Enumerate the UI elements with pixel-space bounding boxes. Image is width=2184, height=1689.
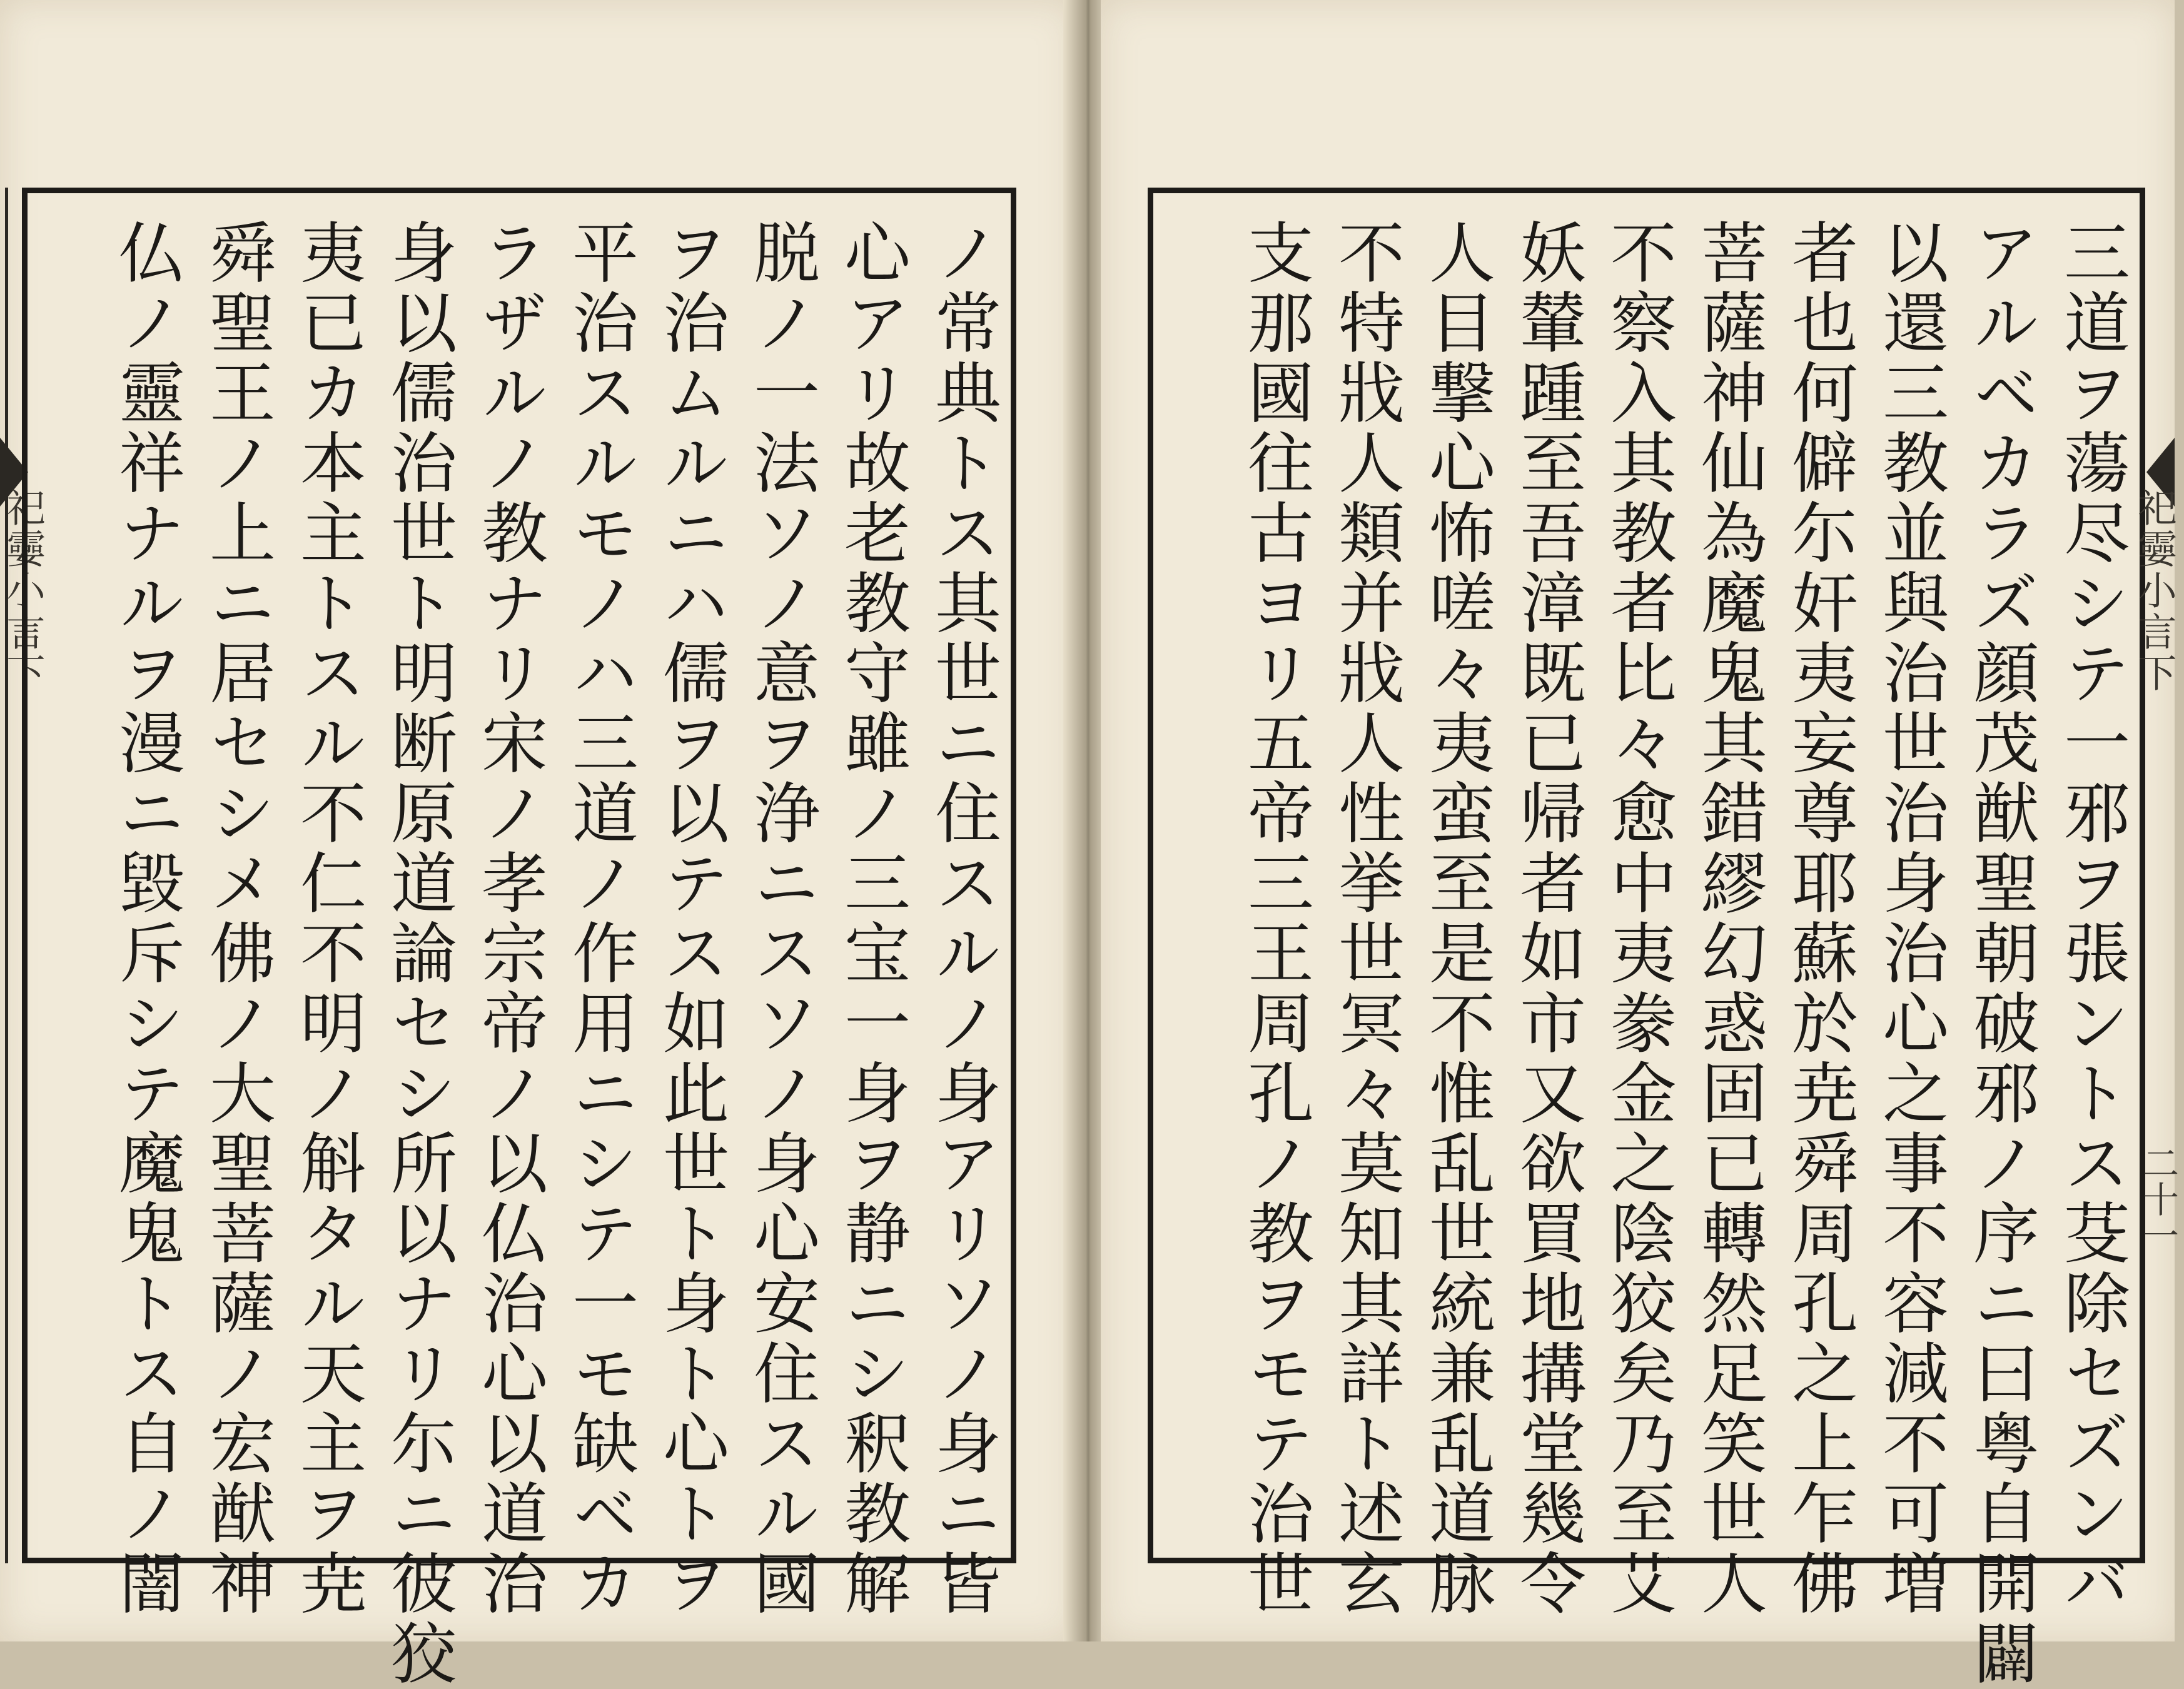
left-column-10: 仏ノ靈祥ナルヲ漫ニ毀斥シテ魔鬼トス自ノ闇 (108, 218, 185, 1619)
right-column-4: 者也何僻尓奸夷妄尊耶蘇於尭舜周孔之上乍佛 (1781, 218, 1858, 1619)
left-column-8: 夷已カ本主トスル不仁不明ノ斛タル天主ヲ尭 (290, 218, 367, 1619)
left-text-frame (22, 188, 1016, 1689)
left-column-6: ラザルノ教ナリ宋ノ孝宗帝ノ以仏治心以道治 (471, 218, 548, 1619)
right-side-title: 祀孁小言下 (2131, 488, 2177, 694)
left-page (0, 0, 1076, 1689)
left-column-9: 舜聖王ノ上ニ居セシメ佛ノ大聖菩薩ノ宏猷神 (199, 218, 276, 1619)
left-page-fore-edge (0, 188, 8, 1563)
folio-number: 二十一 (2136, 1144, 2179, 1253)
right-page (1101, 0, 2179, 1689)
right-column-5: 菩薩神仙為魔鬼其錯繆幻惑固已轉然足笑世人 (1691, 218, 1767, 1619)
left-column-3: 脱ノ一法ソノ意ヲ浄ニスソノ身心安住スル國 (743, 218, 820, 1619)
right-text-frame (1148, 188, 2145, 1689)
right-column-8: 人目撃心怖嗟々夷蛮至是不惟乱世統兼乱道脉 (1418, 218, 1495, 1619)
right-column-3: 以還三教並與治世治身治心之事不容減不可増 (1872, 218, 1949, 1619)
left-column-7: 身以儒治世ト明断原道論セシ所以ナリ尓ニ彼狡 (380, 218, 457, 1689)
right-column-2: アルベカラズ顔茂猷聖朝破邪ノ序ニ曰粤自開闢 (1963, 218, 2040, 1689)
left-column-2: 心アリ故老教守雖ノ三宝一身ヲ静ニシ釈教解 (834, 218, 911, 1619)
right-column-1: 三道ヲ蕩尽シテ一邪ヲ張ントス芟除セズンバ (2053, 218, 2130, 1619)
left-column-1: ノ常典トス其世ニ住スルノ身アリソノ身ニ皆 (924, 218, 1001, 1619)
left-column-4: ヲ治ムルニハ儒ヲ以テス如此世ト身ト心トヲ (652, 218, 729, 1619)
left-side-title: 祀孁小言下 (0, 488, 46, 694)
right-column-6: 不察入其教者比々愈中夷豢金之陰狡矣乃至艾 (1600, 218, 1677, 1619)
left-column-5: 平治スルモノハ三道ノ作用ニシテ一モ缺ベカ (562, 218, 639, 1619)
right-column-10: 支那國往古ヨリ五帝三王周孔ノ教ヲモテ治世 (1237, 218, 1314, 1619)
right-column-9: 不特戕人類并戕人性挙世冥々莫知其詳ト述玄 (1328, 218, 1405, 1619)
right-column-7: 妖輦踵至吾漳既已帰者如市又欲買地搆堂幾令 (1509, 218, 1586, 1619)
